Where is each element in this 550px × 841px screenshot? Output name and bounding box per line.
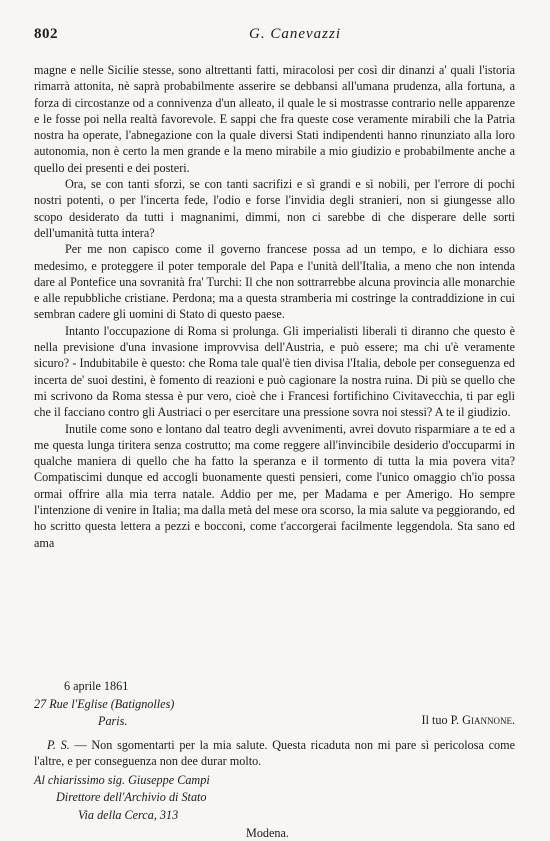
paragraph-2: Ora, se con tanti sforzi, se con tanti sacrifizi e sì grandi e sì nobili, per l'errore di pochi nostri potenti, o per l'incerta fede, l'odio e forse l'invidia degli stranieri, non si giungesse allo scopo desiderato da tutti i magnanimi, dimmi, non ci sarebbe di che disperare delle sorti dell'umanità tutta intera? bbox=[34, 177, 515, 240]
postscript-label: P. S. bbox=[47, 738, 70, 752]
postscript bbox=[34, 737, 515, 770]
paragraph-5: Inutile come sono e lontano dal teatro degli avvenimenti, avrei dovuto risparmiare a te ed a me questa lunga tiritera senza costrutto; ma come reggere all'invincibile desiderio d'occuparmi in qualche maniera di quello che ha fatto la speranza e il tormento di tutta la mia povera vita? Compatiscimi dunque ed accogli buonamente questi pensieri, come l'unico omaggio ch'io possa ormai offrire alla mia terra natale. Addio per me, per Madama e per Amerigo. Ho sempre l'intenzione di venire in Italia; ma dalla metà del mese ora scorso, la mia salute va peggiorando, ed ho scritto questa lettera a pezzi e bocconi, come t'accorgerai facilmente leggendola. Sta sano ed ama bbox=[34, 421, 515, 550]
page-number: 802 bbox=[34, 26, 58, 42]
paragraph-1: magne e nelle Sicilie stesse, sono altrettanti fatti, miracolosi per così dir dinanzi a' quali l'istoria rimarrà attonita, nè saprà probabilmente asserire se debbansi all'umana prudenza, alla fortuna, a forza di circostanze od a connivenza d'un alleato, il quale le si mostrasse contrario nelle apparenze e le fosse poi nella realtà favorevole. E sappi che fra queste cose veramente mirabili che la Patria nostra ha operate, l'abnegazione con la quale diversi Stati indipendenti hanno rinunziato alla loro autonomia, non è certo la men grande e la meno mirabile a mio giudizio e probabilmente anche a quello dei presenti e dei posteri. bbox=[34, 63, 515, 175]
paragraph-3: Per me non capisco come il governo francese possa ad un tempo, e lo dichiara esso medesimo, e proteggere il poter temporale del Papa e l'unità dell'Italia, a meno che non intenda dare al Pontefice una sovranità fra' Turchi: Il che non sottrarrebbe alcuna provincia alle monarchie e alle repubbliche cristiane. Perdona; ma a questa stramberia mi costringe la contraddizione in cui sembran cadere gli uomini di Stato di questo paese. bbox=[34, 242, 515, 322]
postscript-text: — Non sgomentarti per la mia salute. Questa ricaduta non mi pare sì pericolosa come l'altre, e per conseguenza non dee durar molto. bbox=[34, 738, 516, 769]
running-title: G. Canevazzi bbox=[249, 26, 341, 42]
sender-address-city: Paris. bbox=[98, 714, 128, 728]
recipient-line-2: Direttore dell'Archivio di Stato bbox=[56, 790, 207, 804]
signature-prefix: Il tuo P. bbox=[421, 713, 460, 727]
letter-date: 6 aprile 1861 bbox=[64, 679, 129, 693]
paragraph-4: Intanto l'occupazione di Roma si prolunga. Gli imperialisti liberali ti diranno che questo è nella previsione d'una invasione improvvisa dell'Austria, e può essere; ma chi u'è veramente sicuro? - Indubitabile è questo: che Roma tale qual'è tien divisa l'Italia, debole per conseguenza ed incerta de' suoi destini, è fomento di reazioni e può cagionare la nostra ruina. Di più se quello che mi scrivono da Roma stessa è pur vero, cioè che i Francesi fortifichino Civitavecchia, ti par egli che il facciano contro gli Austriaci o per esercitare una pressione sovra noi stessi? A te il giudizio. bbox=[34, 323, 515, 420]
page-header bbox=[34, 26, 516, 46]
sender-address-street: 27 Rue l'Eglise (Batignolles) bbox=[34, 697, 175, 711]
recipient-line-1: Al chiarissimo sig. Giuseppe Campi bbox=[34, 773, 210, 787]
recipient-line-3: Via della Cerca, 313 bbox=[78, 808, 179, 822]
recipient-line-4: Modena. bbox=[246, 826, 289, 840]
signature-name: Giannone. bbox=[462, 713, 515, 727]
